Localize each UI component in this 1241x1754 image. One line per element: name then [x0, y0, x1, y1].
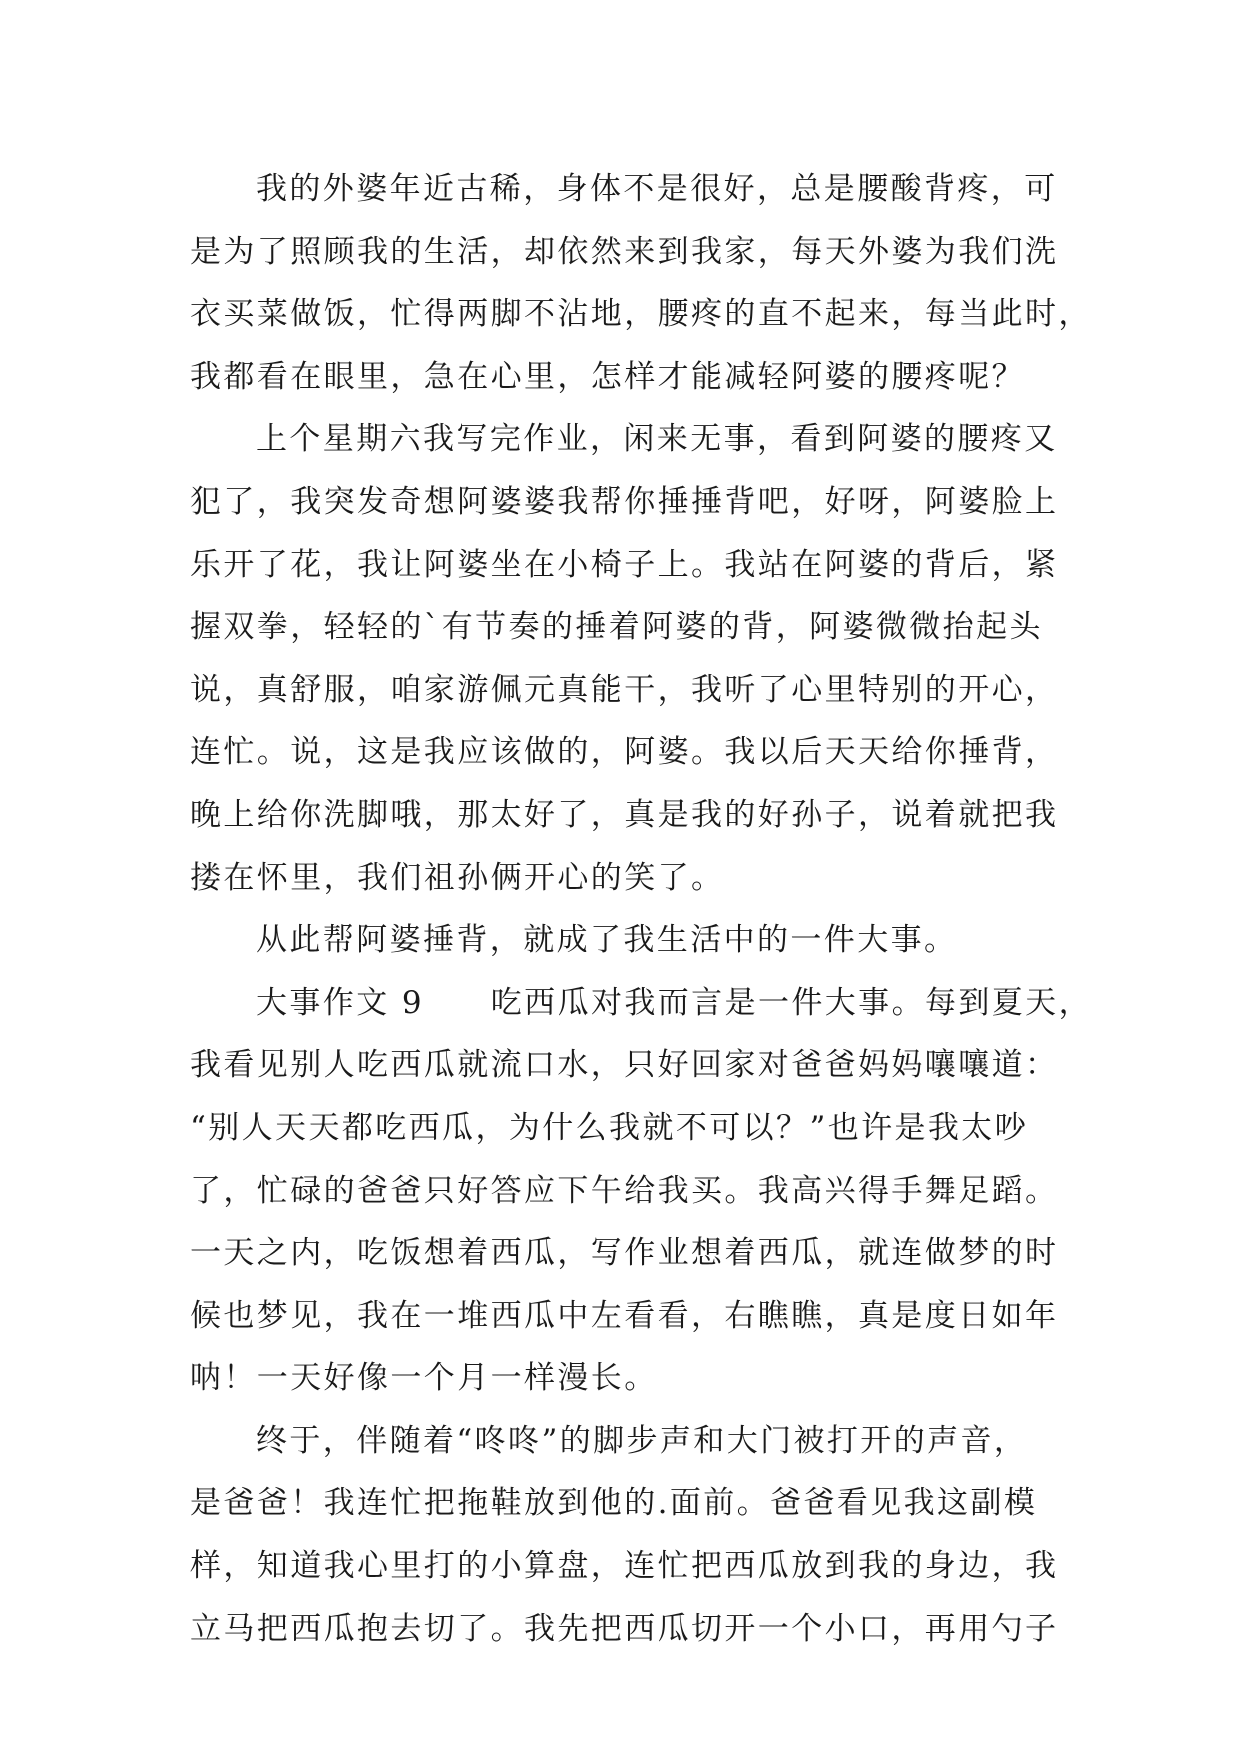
text-line: 晚上给你洗脚哦，那太好了，真是我的好孙子，说着就把我 — [190, 796, 1059, 833]
text-line: 乐开了花，我让阿婆坐在小椅子上。我站在阿婆的背后，紧 — [190, 546, 1059, 583]
text-line: 样，知道我心里打的小算盘，连忙把西瓜放到我的身边，我 — [190, 1548, 1059, 1585]
text-line: 从此帮阿婆捶背，就成了我生活中的一件大事。 — [256, 922, 958, 959]
text-line: 我的外婆年近古稀，身体不是很好，总是腰酸背疼，可 — [256, 171, 1058, 207]
text-line: 我都看在眼里，急在心里，怎样才能减轻阿婆的腰疼呢？ — [190, 358, 1025, 395]
text-line: 说，真舒服，咱家游佩元真能干，我听了心里特别的开心， — [190, 671, 1059, 708]
text-line: 衣买菜做饭，忙得两脚不沾地，腰疼的直不起来，每当此时， — [190, 296, 1092, 333]
text-line: 是为了照顾我的生活，却依然来到我家，每天外婆为我们洗 — [190, 233, 1059, 270]
text-line: 上个星期六我写完作业，闲来无事，看到阿婆的腰疼又 — [256, 421, 1058, 458]
text-line: 了，忙碌的爸爸只好答应下午给我买。我高兴得手舞足蹈。 — [190, 1172, 1059, 1209]
text-line: “别人天天都吃西瓜，为什么我就不可以？”也许是我太吵 — [190, 1109, 1029, 1146]
text-line: 连忙。说，这是我应该做的，阿婆。我以后天天给你捶背， — [190, 734, 1059, 771]
text-line: 搂在怀里，我们祖孙俩开心的笑了。 — [190, 859, 725, 896]
text-line: 大事作文 9 吃西瓜对我而言是一件大事。每到夏天， — [256, 984, 1092, 1021]
text-line: 我看见别人吃西瓜就流口水，只好回家对爸爸妈妈嚷嚷道： — [190, 1047, 1059, 1084]
text-line: 候也梦见，我在一堆西瓜中左看看，右瞧瞧，真是度日如年 — [190, 1297, 1059, 1334]
text-line: 呐！一天好像一个月一样漫长。 — [190, 1360, 658, 1397]
text-line: 立马把西瓜抱去切了。我先把西瓜切开一个小口，再用勺子 — [190, 1610, 1059, 1647]
document-body — [190, 158, 1092, 1660]
text-line: 一天之内，吃饭想着西瓜，写作业想着西瓜，就连做梦的时 — [190, 1235, 1059, 1272]
text-line: 终于，伴随着“咚咚”的脚步声和大门被打开的声音， — [256, 1422, 1028, 1459]
text-line: 握双拳，轻轻的`有节奏的捶着阿婆的背，阿婆微微抬起头 — [190, 609, 1043, 646]
text-line: 犯了，我突发奇想阿婆婆我帮你捶捶背吧，好呀，阿婆脸上 — [190, 483, 1059, 520]
text-line: 是爸爸！我连忙把拖鞋放到他的.面前。爸爸看见我这副模 — [190, 1485, 1038, 1522]
